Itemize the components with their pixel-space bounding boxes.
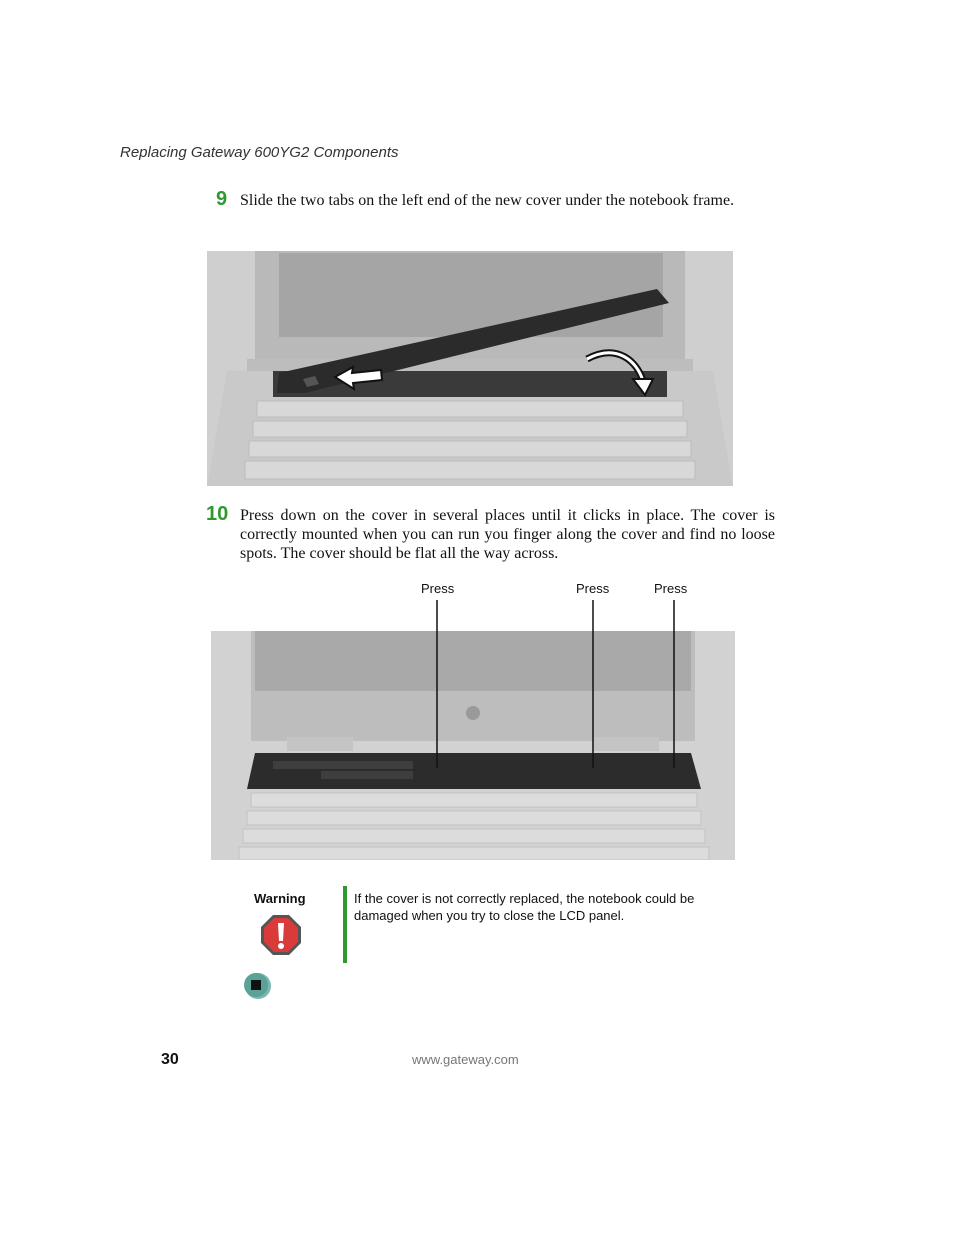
callout-leader-lines [430,600,690,770]
step-text: Slide the two tabs on the left end of the new cover under the notebook frame. [240,192,735,209]
warning-divider-bar [343,886,347,963]
warning-label: Warning [254,891,306,906]
callout-label-press: Press [421,581,455,596]
footer-url: www.gateway.com [412,1052,519,1067]
callout-label-press: Press [576,581,610,596]
end-of-section-icon [244,972,272,1000]
step-number: 9 [216,188,228,210]
photo-cover-insertion [207,251,733,486]
warning-text: If the cover is not correctly replaced, the notebook could be damaged when you try to close the LCD panel. [354,891,695,923]
step-text: Press down on the cover in several places until it clicks in place. The cover is correctly mounted when you can run you finger along the cover and find no loose spots. The cover should be flat all the way across. [240,507,775,562]
step-number: 10 [206,503,229,525]
running-header: Replacing Gateway 600YG2 Components [120,144,399,161]
page-number: 30 [161,1051,179,1068]
warning-stop-icon [260,914,302,956]
callout-label-press: Press [654,581,688,596]
